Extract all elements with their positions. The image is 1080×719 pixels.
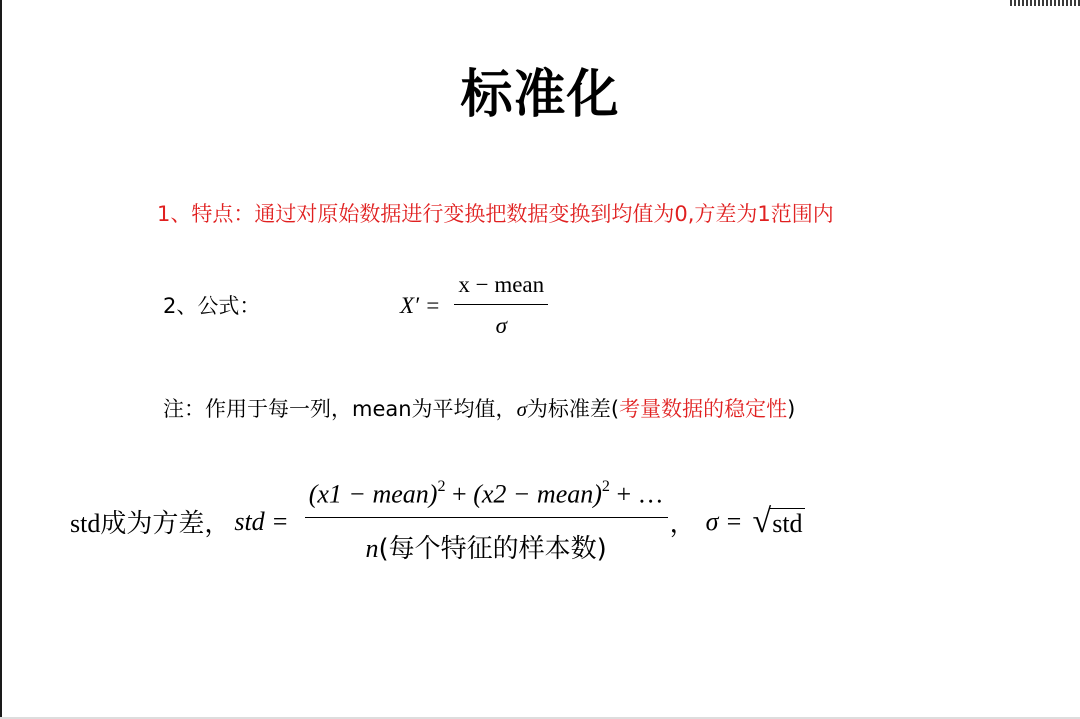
- std-numerator: [305, 478, 668, 517]
- std-den-text: (每个特征的样本数): [378, 534, 607, 565]
- sigma-eq: σ =: [705, 506, 743, 536]
- standardization-formula: [400, 272, 548, 339]
- formula-numerator: x − mean: [458, 272, 545, 297]
- std-den-n: n: [365, 534, 379, 564]
- feature-point: 1、特点：通过对原始数据进行变换把数据变换到均值为0,方差为1范围内: [157, 202, 834, 226]
- sqrt-symbol: √: [752, 502, 772, 540]
- note-sigma: σ: [516, 397, 527, 421]
- formula-denominator: σ: [495, 313, 507, 338]
- std-denominator: [362, 518, 611, 565]
- note-text: [163, 393, 795, 423]
- std-num-part2: (x2 − mean): [473, 479, 602, 509]
- note-highlight: 考量数据的稳定性: [619, 397, 788, 421]
- std-formula: [70, 478, 805, 565]
- std-after-frac: ，: [669, 509, 696, 539]
- slide-corner-marker: [1010, 0, 1080, 6]
- sqrt-std: [752, 502, 805, 540]
- formula-lhs: X′ =: [400, 292, 441, 318]
- std-label: std成为方差，: [70, 509, 231, 539]
- slide-title: 标准化: [460, 65, 620, 125]
- std-fraction: [305, 478, 668, 565]
- sqrt-radicand: std: [769, 508, 804, 539]
- std-num-sup1: 2: [437, 478, 446, 495]
- note-suffix: ): [787, 397, 796, 421]
- formula-label: 2、公式：: [163, 294, 261, 318]
- std-num-sup2: 2: [601, 478, 610, 495]
- note-middle: 为标准差(: [526, 397, 620, 421]
- std-num-plus1: +: [445, 479, 474, 509]
- formula-fraction: [454, 272, 548, 339]
- std-num-part1: (x1 − mean): [308, 479, 438, 509]
- std-lhs: std =: [234, 506, 289, 536]
- note-prefix: 注：作用于每一列，mean为平均值，: [163, 397, 517, 421]
- std-num-tail: + …: [609, 479, 664, 509]
